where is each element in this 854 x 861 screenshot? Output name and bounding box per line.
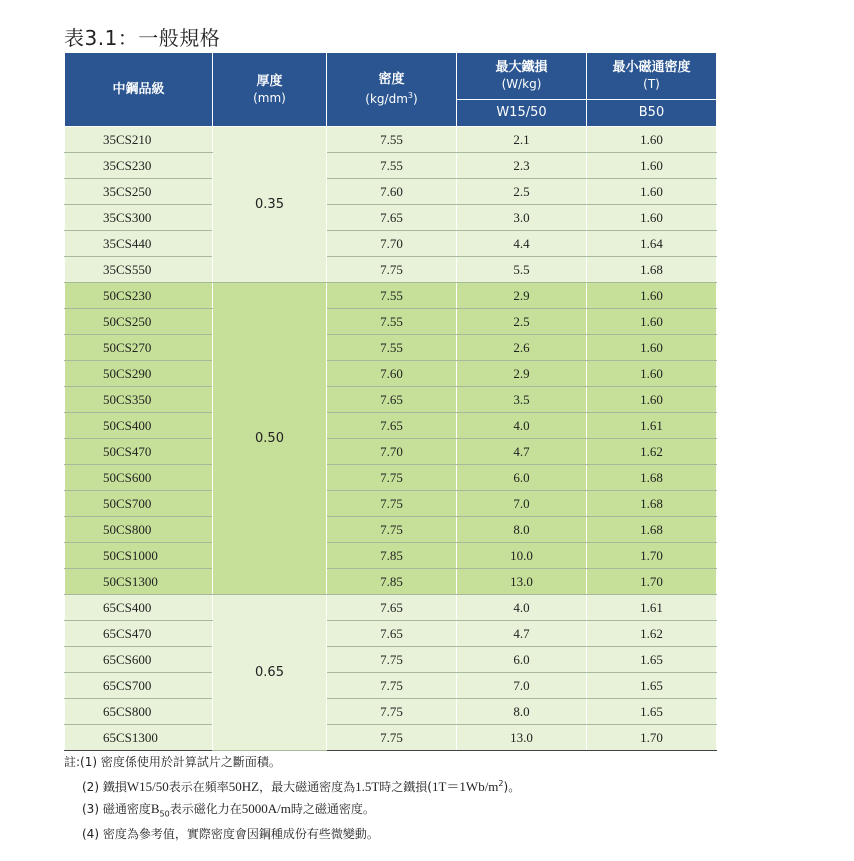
cell-density: 7.65 <box>327 387 457 413</box>
header-thickness: 厚度 (mm) <box>213 53 327 127</box>
note-2: (2) 鐵損W15/50表示在頻率50HZ，最大磁通密度為1.5T時之鐵損$(1T=1Wb/m^2)$。 <box>82 779 521 794</box>
cell-grade: 35CS440 <box>65 231 213 257</box>
cell-flux-density: 1.62 <box>587 621 717 647</box>
cell-grade: 35CS550 <box>65 257 213 283</box>
table-row <box>65 491 717 517</box>
cell-density: 7.65 <box>327 413 457 439</box>
cell-density: 7.55 <box>327 153 457 179</box>
cell-density: 7.55 <box>327 127 457 153</box>
cell-core-loss: 3.0 <box>457 205 587 231</box>
cell-density: 7.70 <box>327 231 457 257</box>
cell-grade: 65CS800 <box>65 699 213 725</box>
cell-flux-density: 1.68 <box>587 465 717 491</box>
table-row <box>65 673 717 699</box>
header-flux-sub: B50 <box>587 100 717 127</box>
cell-grade: 65CS470 <box>65 621 213 647</box>
cell-flux-density: 1.61 <box>587 413 717 439</box>
cell-core-loss: 13.0 <box>457 569 587 595</box>
cell-thickness: 0.65 <box>213 595 327 751</box>
cell-grade: 50CS600 <box>65 465 213 491</box>
table-row <box>65 335 717 361</box>
table-row <box>65 309 717 335</box>
table-row <box>65 725 717 751</box>
cell-thickness: 0.35 <box>213 127 327 283</box>
table-row <box>65 543 717 569</box>
table-row <box>65 517 717 543</box>
cell-core-loss: 2.6 <box>457 335 587 361</box>
cell-core-loss: 6.0 <box>457 647 587 673</box>
cell-grade: 35CS300 <box>65 205 213 231</box>
table-row <box>65 205 717 231</box>
cell-core-loss: 8.0 <box>457 699 587 725</box>
header-density: 密度 $(kg/dm^3)$ <box>327 53 457 127</box>
cell-core-loss: 2.3 <box>457 153 587 179</box>
note-1: 註:(1) 密度係使用於計算試片之斷面積。 <box>64 755 281 769</box>
table-row <box>65 127 717 153</box>
cell-flux-density: 1.70 <box>587 543 717 569</box>
cell-flux-density: 1.70 <box>587 569 717 595</box>
cell-flux-density: 1.70 <box>587 725 717 751</box>
cell-density: 7.75 <box>327 517 457 543</box>
cell-core-loss: 4.7 <box>457 621 587 647</box>
cell-density: 7.75 <box>327 465 457 491</box>
cell-density: 7.85 <box>327 543 457 569</box>
spec-table-body <box>65 127 717 751</box>
cell-flux-density: 1.60 <box>587 179 717 205</box>
cell-core-loss: 3.5 <box>457 387 587 413</box>
spec-table <box>64 52 717 751</box>
footnotes <box>64 752 520 845</box>
cell-thickness: 0.50 <box>213 283 327 595</box>
cell-grade: 65CS600 <box>65 647 213 673</box>
cell-core-loss: 2.9 <box>457 283 587 309</box>
cell-flux-density: 1.60 <box>587 335 717 361</box>
note-3: (3) 磁通密度$B_{50}$表示磁化力在5000A/m時之磁通密度。 <box>82 801 375 819</box>
cell-core-loss: 2.5 <box>457 179 587 205</box>
header-grade: 中鋼品級 <box>65 53 213 127</box>
cell-density: 7.55 <box>327 283 457 309</box>
table-title: 表3.1：一般規格 <box>64 26 221 50</box>
cell-grade: 35CS210 <box>65 127 213 153</box>
header-core-loss: 最大鐵損 (W/kg) <box>457 53 587 100</box>
header-core-loss-sub: W15/50 <box>457 100 587 127</box>
cell-density: 7.55 <box>327 309 457 335</box>
cell-flux-density: 1.65 <box>587 699 717 725</box>
cell-flux-density: 1.68 <box>587 491 717 517</box>
table-row <box>65 283 717 309</box>
table-row <box>65 647 717 673</box>
cell-grade: 50CS1300 <box>65 569 213 595</box>
table-row <box>65 179 717 205</box>
cell-density: 7.75 <box>327 257 457 283</box>
cell-grade: 50CS270 <box>65 335 213 361</box>
cell-density: 7.85 <box>327 569 457 595</box>
cell-core-loss: 4.7 <box>457 439 587 465</box>
table-row <box>65 699 717 725</box>
cell-core-loss: 4.0 <box>457 595 587 621</box>
cell-density: 7.65 <box>327 595 457 621</box>
cell-core-loss: 5.5 <box>457 257 587 283</box>
cell-core-loss: 2.9 <box>457 361 587 387</box>
cell-core-loss: 10.0 <box>457 543 587 569</box>
table-row <box>65 361 717 387</box>
cell-flux-density: 1.60 <box>587 127 717 153</box>
cell-core-loss: 4.0 <box>457 413 587 439</box>
cell-flux-density: 1.68 <box>587 517 717 543</box>
table-row <box>65 465 717 491</box>
cell-flux-density: 1.61 <box>587 595 717 621</box>
cell-density: 7.60 <box>327 361 457 387</box>
cell-grade: 50CS800 <box>65 517 213 543</box>
cell-flux-density: 1.60 <box>587 309 717 335</box>
cell-grade: 50CS470 <box>65 439 213 465</box>
note-4: (4) 密度為參考值，實際密度會因鋼種成份有些微變動。 <box>82 827 379 842</box>
cell-density: 7.65 <box>327 205 457 231</box>
cell-grade: 50CS290 <box>65 361 213 387</box>
cell-core-loss: 2.1 <box>457 127 587 153</box>
table-row <box>65 387 717 413</box>
cell-core-loss: 7.0 <box>457 673 587 699</box>
cell-core-loss: 4.4 <box>457 231 587 257</box>
cell-density: 7.65 <box>327 621 457 647</box>
cell-grade: 35CS230 <box>65 153 213 179</box>
cell-flux-density: 1.68 <box>587 257 717 283</box>
cell-flux-density: 1.65 <box>587 673 717 699</box>
cell-core-loss: 13.0 <box>457 725 587 751</box>
cell-density: 7.75 <box>327 725 457 751</box>
cell-flux-density: 1.62 <box>587 439 717 465</box>
cell-flux-density: 1.60 <box>587 387 717 413</box>
cell-core-loss: 6.0 <box>457 465 587 491</box>
table-row <box>65 621 717 647</box>
cell-grade: 65CS400 <box>65 595 213 621</box>
table-row <box>65 569 717 595</box>
table-row <box>65 595 717 621</box>
table-row <box>65 231 717 257</box>
cell-grade: 50CS230 <box>65 283 213 309</box>
cell-flux-density: 1.60 <box>587 361 717 387</box>
cell-density: 7.55 <box>327 335 457 361</box>
cell-density: 7.75 <box>327 491 457 517</box>
cell-density: 7.75 <box>327 699 457 725</box>
cell-core-loss: 2.5 <box>457 309 587 335</box>
cell-grade: 50CS400 <box>65 413 213 439</box>
table-row <box>65 257 717 283</box>
cell-flux-density: 1.60 <box>587 205 717 231</box>
cell-density: 7.75 <box>327 673 457 699</box>
cell-core-loss: 8.0 <box>457 517 587 543</box>
cell-core-loss: 7.0 <box>457 491 587 517</box>
cell-flux-density: 1.60 <box>587 153 717 179</box>
table-row <box>65 439 717 465</box>
table-row <box>65 413 717 439</box>
cell-grade: 35CS250 <box>65 179 213 205</box>
header-flux-density: 最小磁通密度 (T) <box>587 53 717 100</box>
cell-grade: 50CS350 <box>65 387 213 413</box>
cell-grade: 50CS700 <box>65 491 213 517</box>
table-row <box>65 153 717 179</box>
cell-density: 7.70 <box>327 439 457 465</box>
cell-flux-density: 1.64 <box>587 231 717 257</box>
cell-flux-density: 1.60 <box>587 283 717 309</box>
cell-grade: 65CS700 <box>65 673 213 699</box>
cell-grade: 50CS250 <box>65 309 213 335</box>
cell-flux-density: 1.65 <box>587 647 717 673</box>
cell-grade: 50CS1000 <box>65 543 213 569</box>
cell-grade: 65CS1300 <box>65 725 213 751</box>
cell-density: 7.75 <box>327 647 457 673</box>
cell-density: 7.60 <box>327 179 457 205</box>
